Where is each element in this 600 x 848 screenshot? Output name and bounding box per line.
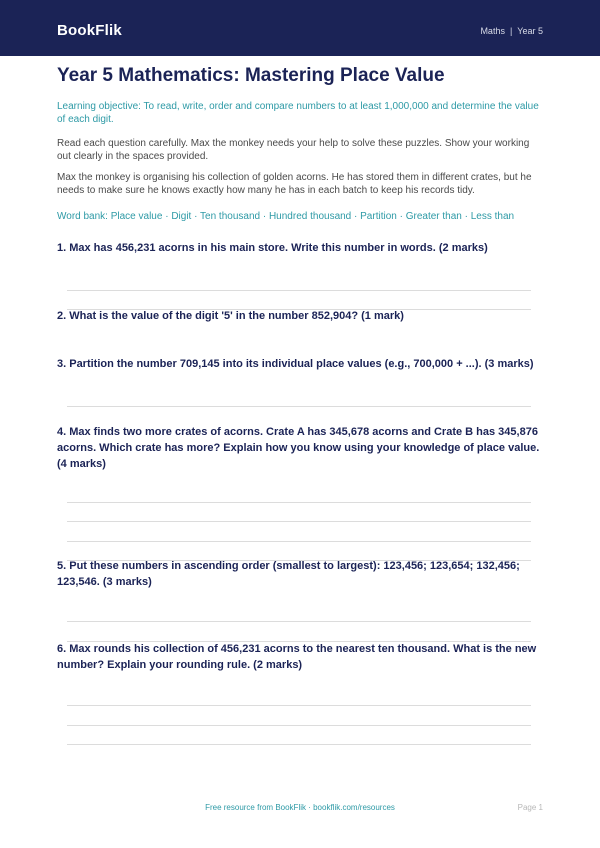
header-meta	[480, 26, 543, 36]
footer-resource-link[interactable]: Free resource from BookFlik · bookflik.com/resources	[205, 803, 395, 812]
page-title: Year 5 Mathematics: Mastering Place Value	[57, 65, 445, 86]
question-6: 6. Max rounds his collection of 456,231 acorns to the nearest ten thousand. What is the new number? Explain your rounding rule. (2 marks)	[57, 643, 537, 671]
story-intro: Max the monkey is organising his collection of golden acorns. He has stored them in different crates, but he needs to make sure he knows exactly how many he has in each batch to keep his records tidy.	[57, 172, 532, 196]
answer-line[interactable]	[67, 541, 531, 542]
instructions-text: Read each question carefully. Max the monkey needs your help to solve these puzzles. Show your working out clearly in the spaces provided.	[57, 138, 530, 162]
question-1: 1. Max has 456,231 acorns in his main store. Write this number in words. (2 marks)	[57, 242, 488, 254]
question-2: 2. What is the value of the digit '5' in the number 852,904? (1 mark)	[57, 310, 404, 322]
subject-label: Maths	[480, 26, 505, 36]
answer-line[interactable]	[67, 725, 531, 726]
answer-line[interactable]	[67, 744, 531, 745]
word-bank: Word bank: Place value · Digit · Ten thousand · Hundred thousand · Partition · Greater than · Less than	[57, 211, 515, 222]
year-label: Year 5	[517, 26, 543, 36]
answer-line[interactable]	[67, 290, 531, 291]
header-bar	[0, 0, 600, 56]
question-4: 4. Max finds two more crates of acorns. Crate A has 345,678 acorns and Crate B has 345,876 acorns. Which crate has more? Explain how you know using your knowledge of place value. (4 marks)	[57, 426, 540, 470]
learning-objective: Learning objective: To read, write, order and compare numbers to at least 1,000,000 and determine the value of each digit.	[57, 101, 539, 125]
question-3: 3. Partition the number 709,145 into its individual place values (e.g., 700,000 + ...). (3 marks)	[57, 358, 534, 370]
answer-line[interactable]	[67, 406, 531, 407]
page-number: Page 1	[517, 803, 543, 812]
answer-line[interactable]	[67, 621, 531, 622]
answer-line[interactable]	[67, 521, 531, 522]
answer-line[interactable]	[67, 705, 531, 706]
question-5: 5. Put these numbers in ascending order (smallest to largest): 123,456; 123,654; 132,456; 123,546. (3 marks)	[57, 560, 520, 588]
brand-logo[interactable]: BookFlik	[57, 22, 122, 39]
answer-line[interactable]	[67, 502, 531, 503]
header-separator: |	[509, 26, 513, 36]
